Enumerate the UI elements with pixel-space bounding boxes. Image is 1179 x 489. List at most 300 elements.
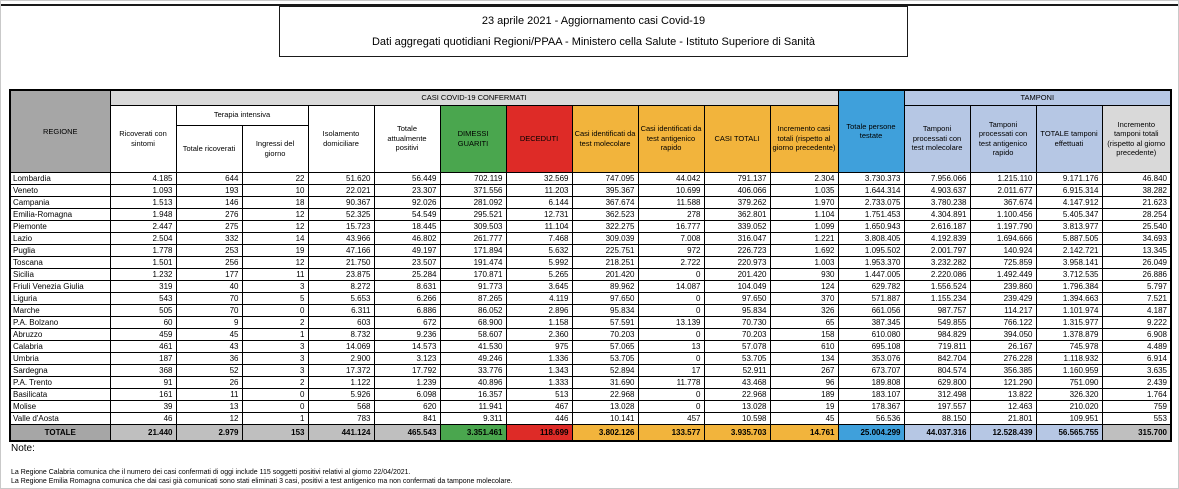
value-cell: 13.028 <box>704 400 770 412</box>
value-cell: 275 <box>176 220 242 232</box>
value-cell: 9.171.176 <box>1036 172 1102 184</box>
value-cell: 276 <box>176 208 242 220</box>
value-cell: 65 <box>770 316 838 328</box>
value-cell: 4.489 <box>1102 340 1171 352</box>
value-cell: 1.215.110 <box>970 172 1036 184</box>
value-cell: 40.896 <box>440 376 506 388</box>
value-cell: 7.956.066 <box>904 172 970 184</box>
table-row <box>10 280 1171 292</box>
table-row <box>10 256 1171 268</box>
value-cell: 1.158 <box>506 316 572 328</box>
region-name: Calabria <box>10 340 110 352</box>
table-row <box>10 412 1171 424</box>
value-cell: 92.026 <box>374 196 440 208</box>
table-row <box>10 328 1171 340</box>
value-cell: 0 <box>638 328 704 340</box>
totals-cell: 44.037.316 <box>904 424 970 441</box>
value-cell: 842.704 <box>904 352 970 364</box>
totals-cell: 25.004.299 <box>838 424 904 441</box>
value-cell: 21.623 <box>1102 196 1171 208</box>
value-cell: 96 <box>770 376 838 388</box>
value-cell: 23.875 <box>308 268 374 280</box>
value-cell: 52.325 <box>308 208 374 220</box>
value-cell: 56.536 <box>838 412 904 424</box>
value-cell: 9.311 <box>440 412 506 424</box>
column-header-casi-test-antigenico: Casi identificati da test antigenico rapido <box>638 105 704 172</box>
value-cell: 87.265 <box>440 292 506 304</box>
value-cell: 7.521 <box>1102 292 1171 304</box>
value-cell: 44.042 <box>638 172 704 184</box>
region-name: Campania <box>10 196 110 208</box>
value-cell: 23.507 <box>374 256 440 268</box>
value-cell: 36 <box>176 352 242 364</box>
column-header-tamponi-molecolare: Tamponi processati con test molecolare <box>904 105 970 172</box>
value-cell: 312.498 <box>904 388 970 400</box>
value-cell: 33.776 <box>440 364 506 376</box>
value-cell: 41.530 <box>440 340 506 352</box>
value-cell: 5.797 <box>1102 280 1171 292</box>
value-cell: 1.644.314 <box>838 184 904 196</box>
value-cell: 210.020 <box>1036 400 1102 412</box>
value-cell: 629.782 <box>838 280 904 292</box>
value-cell: 54.549 <box>374 208 440 220</box>
value-cell: 719.811 <box>904 340 970 352</box>
table-row <box>10 196 1171 208</box>
value-cell: 46.840 <box>1102 172 1171 184</box>
value-cell: 1.122 <box>308 376 374 388</box>
value-cell: 191.474 <box>440 256 506 268</box>
column-group-terapia-intensiva: Terapia intensiva <box>176 105 308 125</box>
value-cell: 18 <box>242 196 308 208</box>
value-cell: 309.503 <box>440 220 506 232</box>
value-cell: 201.420 <box>704 268 770 280</box>
value-cell: 16.357 <box>440 388 506 400</box>
value-cell: 10 <box>242 184 308 196</box>
value-cell: 1.751.453 <box>838 208 904 220</box>
region-name: Molise <box>10 400 110 412</box>
value-cell: 3.123 <box>374 352 440 364</box>
value-cell: 26.886 <box>1102 268 1171 280</box>
value-cell: 1.343 <box>506 364 572 376</box>
value-cell: 178.367 <box>838 400 904 412</box>
value-cell: 3.712.535 <box>1036 268 1102 280</box>
value-cell: 2 <box>242 376 308 388</box>
value-cell: 1.447.005 <box>838 268 904 280</box>
column-header-isolamento-domiciliare: Isolamento domiciliare <box>308 105 374 172</box>
value-cell: 841 <box>374 412 440 424</box>
value-cell: 1 <box>242 328 308 340</box>
value-cell: 1.155.234 <box>904 292 970 304</box>
value-cell: 6.144 <box>506 196 572 208</box>
value-cell: 189 <box>770 388 838 400</box>
value-cell: 22.968 <box>704 388 770 400</box>
value-cell: 2.504 <box>110 232 176 244</box>
value-cell: 86.052 <box>440 304 506 316</box>
value-cell: 10.699 <box>638 184 704 196</box>
value-cell: 3 <box>242 280 308 292</box>
value-cell: 5 <box>242 292 308 304</box>
value-cell: 368 <box>110 364 176 376</box>
value-cell: 13 <box>176 400 242 412</box>
value-cell: 12.463 <box>970 400 1036 412</box>
value-cell: 1.315.977 <box>1036 316 1102 328</box>
value-cell: 2.304 <box>770 172 838 184</box>
value-cell: 22.968 <box>572 388 638 400</box>
column-header-deceduti: DECEDUTI <box>506 105 572 172</box>
region-name: Toscana <box>10 256 110 268</box>
value-cell: 2.360 <box>506 328 572 340</box>
value-cell: 2.001.797 <box>904 244 970 256</box>
value-cell: 629.800 <box>904 376 970 388</box>
column-header-totale-tamponi: TOTALE tamponi effettuati <box>1036 105 1102 172</box>
value-cell: 239.429 <box>970 292 1036 304</box>
value-cell: 7.008 <box>638 232 704 244</box>
value-cell: 89.962 <box>572 280 638 292</box>
value-cell: 97.650 <box>572 292 638 304</box>
value-cell: 459 <box>110 328 176 340</box>
value-cell: 10.141 <box>572 412 638 424</box>
value-cell: 14.087 <box>638 280 704 292</box>
value-cell: 702.119 <box>440 172 506 184</box>
value-cell: 22.021 <box>308 184 374 196</box>
value-cell: 461 <box>110 340 176 352</box>
value-cell: 189.808 <box>838 376 904 388</box>
value-cell: 70.203 <box>572 328 638 340</box>
value-cell: 104.049 <box>704 280 770 292</box>
value-cell: 4.119 <box>506 292 572 304</box>
value-cell: 46.802 <box>374 232 440 244</box>
value-cell: 17.372 <box>308 364 374 376</box>
value-cell: 40 <box>176 280 242 292</box>
value-cell: 3.232.282 <box>904 256 970 268</box>
value-cell: 25.540 <box>1102 220 1171 232</box>
value-cell: 12 <box>242 220 308 232</box>
value-cell: 170.871 <box>440 268 506 280</box>
value-cell: 6.914 <box>1102 352 1171 364</box>
column-header-ingressi-del-giorno: Ingressi del giorno <box>242 125 308 172</box>
value-cell: 1.556.524 <box>904 280 970 292</box>
column-header-totale-attualmente-positivi: Totale attualmente positivi <box>374 105 440 172</box>
value-cell: 695.108 <box>838 340 904 352</box>
value-cell: 3.635 <box>1102 364 1171 376</box>
value-cell: 745.978 <box>1036 340 1102 352</box>
value-cell: 5.265 <box>506 268 572 280</box>
value-cell: 171.894 <box>440 244 506 256</box>
value-cell: 57.065 <box>572 340 638 352</box>
totals-cell: 3.935.703 <box>704 424 770 441</box>
column-header-regione: REGIONE <box>10 90 110 172</box>
value-cell: 0 <box>242 400 308 412</box>
title-box <box>279 5 908 57</box>
value-cell: 1.197.790 <box>970 220 1036 232</box>
value-cell: 158 <box>770 328 838 340</box>
totals-cell: 118.699 <box>506 424 572 441</box>
value-cell: 362.801 <box>704 208 770 220</box>
value-cell: 43.468 <box>704 376 770 388</box>
value-cell: 9.222 <box>1102 316 1171 328</box>
value-cell: 124 <box>770 280 838 292</box>
value-cell: 0 <box>638 352 704 364</box>
value-cell: 161 <box>110 388 176 400</box>
value-cell: 319 <box>110 280 176 292</box>
region-name: Emilia-Romagna <box>10 208 110 220</box>
value-cell: 2.011.677 <box>970 184 1036 196</box>
column-header-casi-test-molecolare: Casi identificati da test molecolare <box>572 105 638 172</box>
value-cell: 52.911 <box>704 364 770 376</box>
value-cell: 362.523 <box>572 208 638 220</box>
value-cell: 1.099 <box>770 220 838 232</box>
value-cell: 9.236 <box>374 328 440 340</box>
value-cell: 134 <box>770 352 838 364</box>
region-name: P.A. Trento <box>10 376 110 388</box>
value-cell: 1.221 <box>770 232 838 244</box>
value-cell: 261.777 <box>440 232 506 244</box>
totals-label: TOTALE <box>10 424 110 441</box>
value-cell: 1.948 <box>110 208 176 220</box>
totals-cell: 12.528.439 <box>970 424 1036 441</box>
value-cell: 12 <box>176 412 242 424</box>
value-cell: 187 <box>110 352 176 364</box>
value-cell: 1.953.370 <box>838 256 904 268</box>
value-cell: 4.185 <box>110 172 176 184</box>
value-cell: 46 <box>110 412 176 424</box>
column-header-totale-persone-testate: Totale persone testate <box>838 90 904 172</box>
value-cell: 26.167 <box>970 340 1036 352</box>
table-row <box>10 208 1171 220</box>
value-cell: 53.705 <box>572 352 638 364</box>
table-row <box>10 400 1171 412</box>
value-cell: 6.908 <box>1102 328 1171 340</box>
value-cell: 6.886 <box>374 304 440 316</box>
value-cell: 218.251 <box>572 256 638 268</box>
value-cell: 356.385 <box>970 364 1036 376</box>
region-name: Friuli Venezia Giulia <box>10 280 110 292</box>
value-cell: 70.730 <box>704 316 770 328</box>
table-row <box>10 292 1171 304</box>
value-cell: 38.282 <box>1102 184 1171 196</box>
value-cell: 95.834 <box>572 304 638 316</box>
value-cell: 3.808.405 <box>838 232 904 244</box>
value-cell: 13 <box>638 340 704 352</box>
value-cell: 49.246 <box>440 352 506 364</box>
value-cell: 19 <box>242 244 308 256</box>
value-cell: 406.066 <box>704 184 770 196</box>
note-line: La Regione Calabria comunica che il numero dei casi confermati di oggi include 115 soggetti positivi relativi al giorno 22/04/2021. <box>11 469 411 476</box>
column-group-casi-confermati: CASI COVID-19 CONFERMATI <box>110 90 838 105</box>
value-cell: 395.367 <box>572 184 638 196</box>
value-cell: 0 <box>242 388 308 400</box>
value-cell: 620 <box>374 400 440 412</box>
region-name: Abruzzo <box>10 328 110 340</box>
value-cell: 672 <box>374 316 440 328</box>
value-cell: 13.139 <box>638 316 704 328</box>
value-cell: 2.220.086 <box>904 268 970 280</box>
value-cell: 11.588 <box>638 196 704 208</box>
value-cell: 661.056 <box>838 304 904 316</box>
value-cell: 2.616.187 <box>904 220 970 232</box>
value-cell: 725.859 <box>970 256 1036 268</box>
value-cell: 804.574 <box>904 364 970 376</box>
value-cell: 1.095.502 <box>838 244 904 256</box>
value-cell: 644 <box>176 172 242 184</box>
totals-cell: 56.565.755 <box>1036 424 1102 441</box>
value-cell: 0 <box>638 268 704 280</box>
region-name: Puglia <box>10 244 110 256</box>
value-cell: 326.320 <box>1036 388 1102 400</box>
value-cell: 1.336 <box>506 352 572 364</box>
value-cell: 53.705 <box>704 352 770 364</box>
value-cell: 3.730.373 <box>838 172 904 184</box>
value-cell: 6.311 <box>308 304 374 316</box>
value-cell: 45 <box>770 412 838 424</box>
value-cell: 1.160.959 <box>1036 364 1102 376</box>
value-cell: 8.272 <box>308 280 374 292</box>
region-name: Marche <box>10 304 110 316</box>
totals-cell: 3.802.126 <box>572 424 638 441</box>
table-row <box>10 172 1171 184</box>
column-header-incremento-casi: Incremento casi totali (rispetto al giorno precedente) <box>770 105 838 172</box>
value-cell: 673.707 <box>838 364 904 376</box>
value-cell: 5.926 <box>308 388 374 400</box>
value-cell: 2.447 <box>110 220 176 232</box>
value-cell: 1.104 <box>770 208 838 220</box>
totals-cell: 441.124 <box>308 424 374 441</box>
value-cell: 7.468 <box>506 232 572 244</box>
table-header <box>10 90 1171 172</box>
value-cell: 16.777 <box>638 220 704 232</box>
value-cell: 91.773 <box>440 280 506 292</box>
value-cell: 2.896 <box>506 304 572 316</box>
column-header-dimessi-guariti: DIMESSI GUARITI <box>440 105 506 172</box>
value-cell: 3.958.141 <box>1036 256 1102 268</box>
value-cell: 9 <box>176 316 242 328</box>
value-cell: 3 <box>242 352 308 364</box>
region-name: Sardegna <box>10 364 110 376</box>
value-cell: 1.970 <box>770 196 838 208</box>
value-cell: 256 <box>176 256 242 268</box>
region-name: Lazio <box>10 232 110 244</box>
value-cell: 1.692 <box>770 244 838 256</box>
value-cell: 1.118.932 <box>1036 352 1102 364</box>
notes-section <box>11 443 513 487</box>
value-cell: 513 <box>506 388 572 400</box>
value-cell: 791.137 <box>704 172 770 184</box>
value-cell: 295.521 <box>440 208 506 220</box>
value-cell: 11.203 <box>506 184 572 196</box>
value-cell: 39 <box>110 400 176 412</box>
value-cell: 70 <box>176 304 242 316</box>
note-line: La Regione Emilia Romagna comunica che dai casi già comunicati sono stati eliminati 3 casi, positivi a test antigenico ma non confermati da tampone molecolare. <box>11 478 513 486</box>
value-cell: 2.733.075 <box>838 196 904 208</box>
value-cell: 1.501 <box>110 256 176 268</box>
value-cell: 1.694.666 <box>970 232 1036 244</box>
totals-cell: 133.577 <box>638 424 704 441</box>
table-row <box>10 268 1171 280</box>
totals-cell: 465.543 <box>374 424 440 441</box>
value-cell: 8.732 <box>308 328 374 340</box>
value-cell: 610.080 <box>838 328 904 340</box>
value-cell: 31.690 <box>572 376 638 388</box>
value-cell: 6.098 <box>374 388 440 400</box>
value-cell: 0 <box>242 304 308 316</box>
region-name: Lombardia <box>10 172 110 184</box>
value-cell: 505 <box>110 304 176 316</box>
value-cell: 1.394.663 <box>1036 292 1102 304</box>
value-cell: 13.822 <box>970 388 1036 400</box>
value-cell: 14.069 <box>308 340 374 352</box>
value-cell: 177 <box>176 268 242 280</box>
table-row <box>10 316 1171 328</box>
value-cell: 26 <box>176 376 242 388</box>
region-name: Sicilia <box>10 268 110 280</box>
value-cell: 457 <box>638 412 704 424</box>
table-row <box>10 352 1171 364</box>
value-cell: 1 <box>242 412 308 424</box>
region-name: Piemonte <box>10 220 110 232</box>
value-cell: 1.378.879 <box>1036 328 1102 340</box>
value-cell: 11 <box>242 268 308 280</box>
region-name: Veneto <box>10 184 110 196</box>
totals-cell: 315.700 <box>1102 424 1171 441</box>
value-cell: 3.813.977 <box>1036 220 1102 232</box>
value-cell: 25.284 <box>374 268 440 280</box>
value-cell: 8.631 <box>374 280 440 292</box>
value-cell: 140.924 <box>970 244 1036 256</box>
column-header-totale-ricoverati: Totale ricoverati <box>176 125 242 172</box>
notes-heading: Note: <box>11 443 35 454</box>
value-cell: 1.764 <box>1102 388 1171 400</box>
value-cell: 543 <box>110 292 176 304</box>
value-cell: 4.147.912 <box>1036 196 1102 208</box>
value-cell: 1.239 <box>374 376 440 388</box>
value-cell: 5.632 <box>506 244 572 256</box>
value-cell: 367.674 <box>970 196 1036 208</box>
value-cell: 26.049 <box>1102 256 1171 268</box>
value-cell: 4.187 <box>1102 304 1171 316</box>
value-cell: 21.801 <box>970 412 1036 424</box>
value-cell: 278 <box>638 208 704 220</box>
value-cell: 326 <box>770 304 838 316</box>
value-cell: 339.052 <box>704 220 770 232</box>
value-cell: 2 <box>242 316 308 328</box>
value-cell: 353.076 <box>838 352 904 364</box>
table-row <box>10 244 1171 256</box>
table-row <box>10 340 1171 352</box>
value-cell: 225.751 <box>572 244 638 256</box>
value-cell: 220.973 <box>704 256 770 268</box>
value-cell: 197.557 <box>904 400 970 412</box>
table-row <box>10 304 1171 316</box>
value-cell: 1.778 <box>110 244 176 256</box>
region-name: Valle d'Aosta <box>10 412 110 424</box>
table-row <box>10 220 1171 232</box>
value-cell: 28.254 <box>1102 208 1171 220</box>
value-cell: 5.653 <box>308 292 374 304</box>
value-cell: 18.445 <box>374 220 440 232</box>
value-cell: 32.569 <box>506 172 572 184</box>
value-cell: 4.903.637 <box>904 184 970 196</box>
table-row <box>10 376 1171 388</box>
value-cell: 316.047 <box>704 232 770 244</box>
value-cell: 549.855 <box>904 316 970 328</box>
value-cell: 43 <box>176 340 242 352</box>
value-cell: 12 <box>242 256 308 268</box>
value-cell: 276.228 <box>970 352 1036 364</box>
value-cell: 12 <box>242 208 308 220</box>
value-cell: 95.834 <box>704 304 770 316</box>
value-cell: 121.290 <box>970 376 1036 388</box>
value-cell: 52 <box>176 364 242 376</box>
